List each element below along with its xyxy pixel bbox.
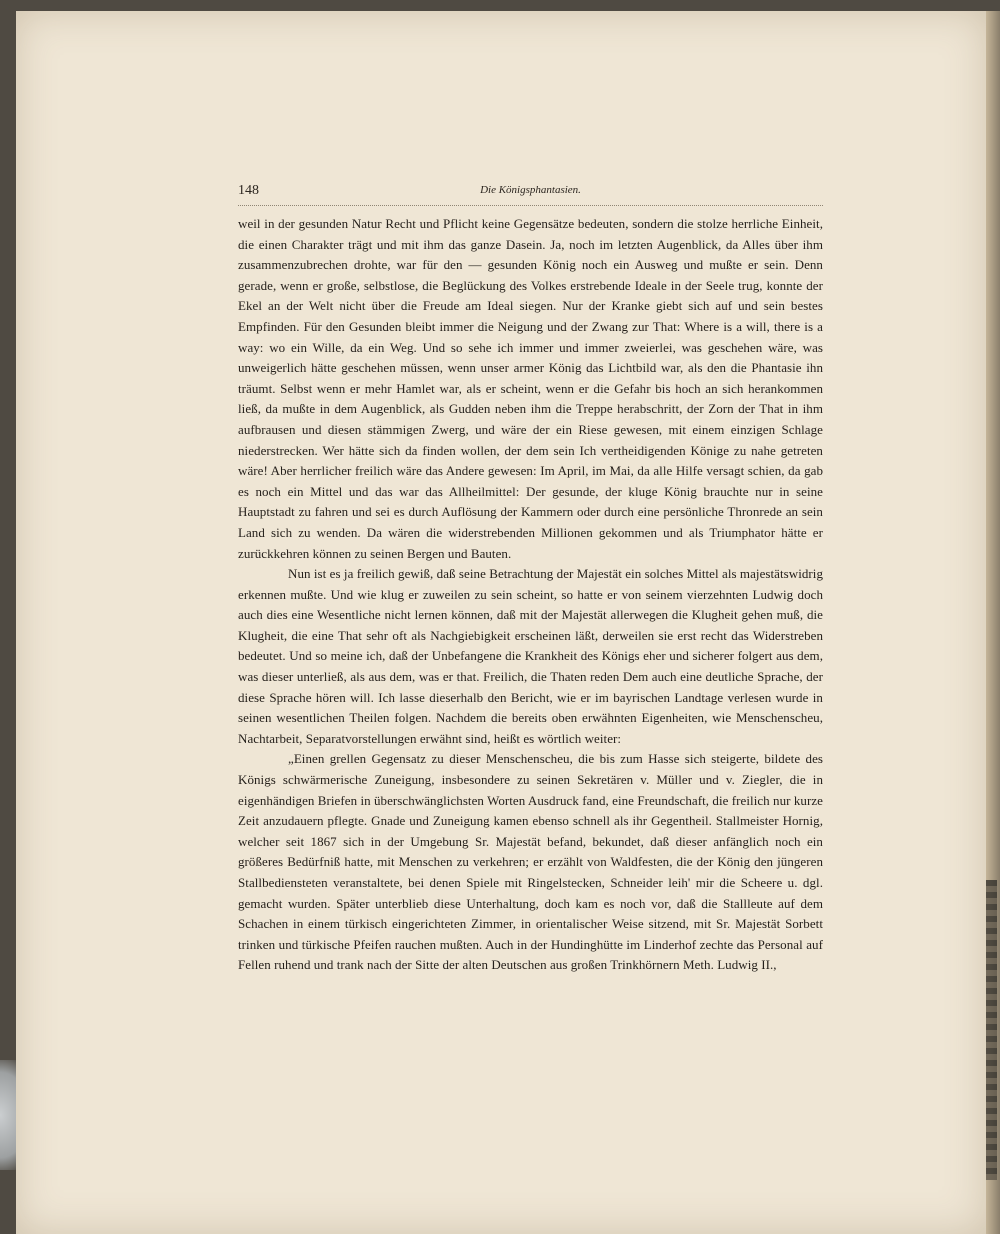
body-text (238, 214, 823, 976)
paragraph-1: weil in der gesunden Natur Recht und Pflicht keine Gegensätze bedeuten, sondern die stolze herrliche Einheit, die einen Charakter trägt und mit ihm das ganze Dasein. Ja, noch im letzten Augenblick, da Alles über ihm zusammenzubrechen drohte, war für den — gesunden König noch ein Ausweg und mußte er sein. Denn gerade, wenn er große, selbstlose, die Beglückung des Volkes erstrebende Ideale in der Seele trug, konnte der Ekel an der Welt nicht über die Freude am Ideal siegen. Nur der Kranke giebt sich auf und sein bestes Empfinden. Für den Gesunden bleibt immer die Neigung und der Zwang zur That: Where is a will, there is a way: wo ein Wille, da ein Weg. Und so sehe ich immer und immer zweierlei, was geschehen wäre, was unweigerlich hätte geschehen müssen, wenn unser armer König das Lichtbild war, als den die Phantasie ihn träumt. Selbst wenn er mehr Hamlet war, als er scheint, wenn er die Gefahr bis hoch an sich herankommen ließ, da mußte in dem Augenblick, als Gudden neben ihm die Treppe herabschritt, der Zorn der That in ihm aufbrausen und diesen stämmigen Zwerg, und wäre der ein Riese gewesen, mit einem einzigen Schlage niederstrecken. Wer hätte sich da finden wollen, der dem sein Ich vertheidigenden Könige zu nahe getreten wäre! Aber herrlicher freilich wäre das Andere gewesen: Im April, im Mai, da alle Hilfe versagt schien, da gab es noch ein Mittel und das war das Allheilmittel: Der gesunde, der kluge König brauchte nur in seine Hauptstadt zu fahren und sei es durch Auflösung der Kammern oder durch eine persönliche Thronrede an sein Land sich zu wenden. Da wären die widerstrebenden Millionen gekommen und als Triumphator hätte er zurückkehren können zu seinen Bergen und Bauten. (238, 216, 823, 561)
paragraph-2: Nun ist es ja freilich gewiß, daß seine Betrachtung der Majestät ein solches Mittel als majestätswidrig erkennen mußte. Und wie klug er zuweilen zu sein scheint, so hatte er von seinem vierzehnten Ludwig doch auch dies eine Wesentliche nicht lernen können, daß mit der Majestät allerwegen die Klugheit gehen muß, die Klugheit, die eine That sehr oft als Nachgiebigkeit erscheinen läßt, derweilen sie erst recht das Widerstreben bedeutet. Und so meine ich, daß der Unbefangene die Krankheit des Königs eher und sicherer folgert aus dem, was dieser unterließ, als aus dem, was er that. Freilich, die Thaten reden Dem auch eine deutliche Sprache, der diese Sprache hören will. Ich lasse dieserhalb den Bericht, wie er im bayrischen Landtage verlesen wurde in seinen wesentlichen Theilen folgen. Nachdem die bereits oben erwähnten Eigenheiten, wie Menschenscheu, Nachtarbeit, Separatvorstellungen erwähnt sind, heißt es wörtlich weiter: (238, 566, 823, 746)
page-header (238, 183, 823, 206)
page-number: 148 (238, 183, 259, 198)
paragraph-3-quotation: „Einen grellen Gegensatz zu dieser Menschenscheu, die bis zum Hasse sich steigerte, bildete des Königs schwärmerische Zuneigung, insbesondere zu seinen Sekretären v. Müller und v. Ziegler, die in eigenhändigen Briefen in überschwänglichsten Worten Ausdruck fand, eine Freundschaft, die freilich nur kurze Zeit anzudauern pflegte. Gnade und Zuneigung kamen ebenso schnell als ihr Gegentheil. Stallmeister Hornig, welcher seit 1867 sich in der Umgebung Sr. Majestät befand, bekundet, daß dieser anfänglich noch ein größeres Bedürfniß hatte, mit Menschen zu verkehren; er erzählt von Waldfesten, die der König den jüngeren Stallbediensteten veranstaltete, bei denen Spiele mit Ringelstecken, Schneider leih' mir die Scheere u. dgl. gemacht wurden. Später unterblieb diese Unterhaltung, doch kam es noch vor, daß die Stallleute auf dem Schachen in einem türkisch eingerichteten Zimmer, in orientalischer Weise sitzend, mit Sr. Majestät Sorbett trinken und türkische Pfeifen rauchen mußten. Auch in der Hundinghütte im Linderhof zechte das Personal auf Fellen ruhend und trank nach der Sitte der alten Deutschen aus großen Trinkhörnern Meth. Ludwig II., (238, 751, 823, 973)
running-title: Die Königsphantasien. (480, 184, 581, 196)
